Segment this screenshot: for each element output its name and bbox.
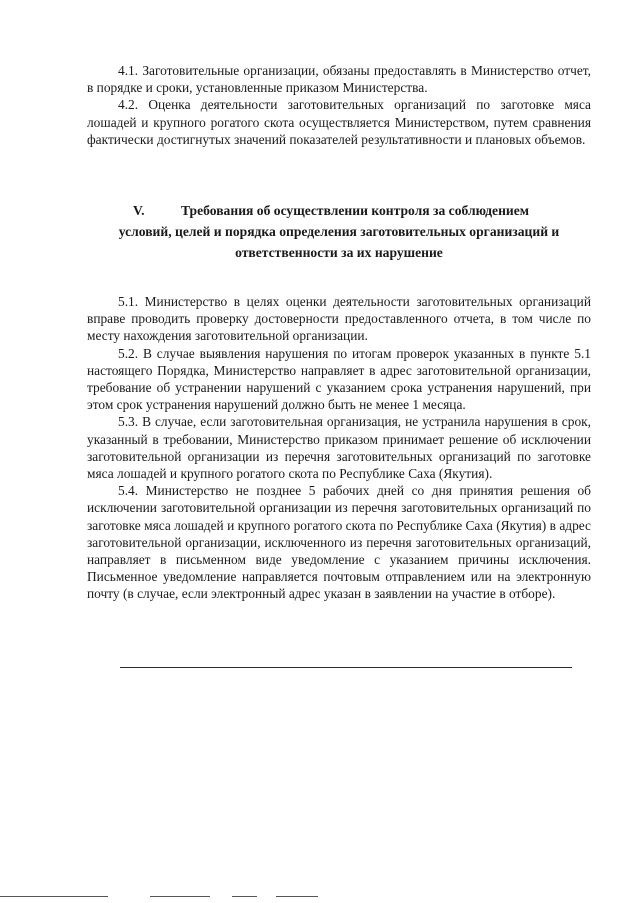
scan-edge-line (276, 896, 318, 897)
scan-edge-line (0, 896, 108, 897)
section-heading (87, 200, 591, 263)
scan-edge-line (232, 896, 257, 897)
section-title-line-2: условий, целей и порядка определения заготовительных организаций и (118, 224, 560, 239)
scan-edge-line (150, 896, 210, 897)
paragraph-5-3: 5.3. В случае, если заготовительная организация, не устранила нарушения в срок, указанный в требовании, Министерство приказом принимает решение об исключении заготовительной организации из перечня заготовительных организаций по заготовке мяса лошадей и крупного рогатого скота по Республике Саха (Якутия). (87, 414, 591, 482)
section-5-paragraphs (87, 293, 591, 603)
section-title-line-1: Требования об осуществлении контроля за соблюдением (181, 203, 530, 218)
paragraph-5-1: 5.1. Министерство в целях оценки деятельности заготовительных организаций вправе проводить проверку достоверности предоставленного отчета, в том числе по месту нахождения заготовительной организации. (87, 294, 591, 344)
paragraph-5-4: 5.4. Министерство не позднее 5 рабочих дней со дня принятия решения об исключении заготовительной организации из перечня заготовительных организаций по заготовке мяса лошадей и крупного рогатого скота по Республике Саха (Якутия) в адрес заготовительной организации, исключенного из перечня заготовительных организаций, направляет в письменном виде уведомление с указанием причины исключения. Письменное уведомление направляется почтовым отправлением или на электронную почту (в случае, если электронный адрес указан в заявлении на участие в отборе). (87, 483, 591, 602)
section-heading-line-1 (87, 200, 591, 221)
paragraph-4-2: 4.2. Оценка деятельности заготовительных организаций по заготовке мяса лошадей и крупного рогатого скота осуществляется Министерством, путем сравнения фактически достигнутых значений показателей результативности и плановых объемов. (87, 97, 591, 147)
section-title-line-3: ответственности за их нарушение (235, 245, 443, 260)
document-end-rule (120, 667, 572, 668)
section-number: V. (133, 203, 145, 218)
section-4-paragraphs (87, 62, 591, 148)
paragraph-5-2: 5.2. В случае выявления нарушения по итогам проверок указанных в пункте 5.1 настоящего Порядка, Министерство направляет в адрес заготовительной организации, требование об устранении нарушений с указанием срока устранения нарушений, при этом срок устранения нарушений должно быть не менее 1 месяца. (87, 345, 591, 413)
paragraph-4-1: 4.1. Заготовительные организации, обязаны предоставлять в Министерство отчет, в порядке и сроки, установленные приказом Министерства. (87, 63, 591, 96)
